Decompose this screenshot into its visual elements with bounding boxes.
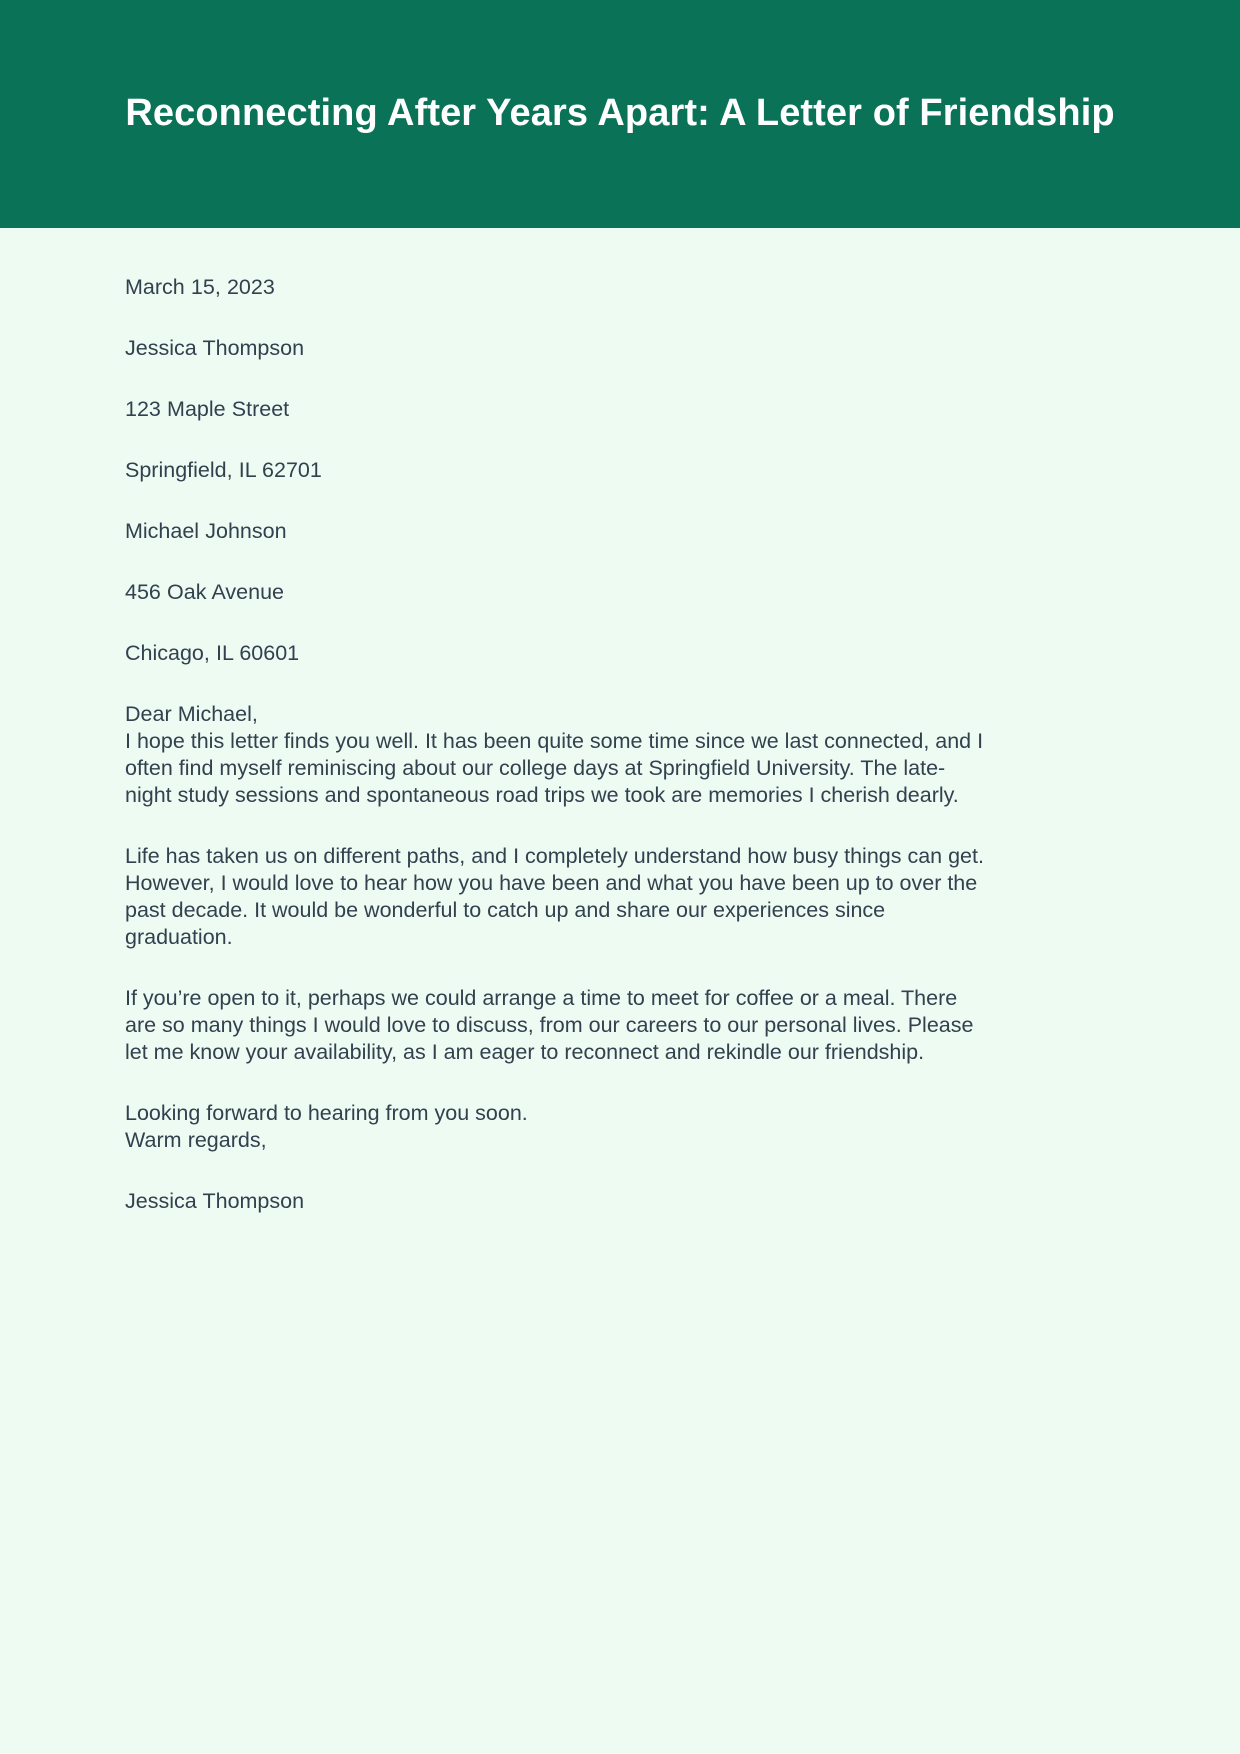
page-title: Reconnecting After Years Apart: A Letter of Friendship xyxy=(125,92,1115,135)
letter-content xyxy=(0,228,1240,1215)
salutation: Dear Michael, xyxy=(125,702,258,726)
letter-date: March 15, 2023 xyxy=(125,275,275,299)
signature-name: Jessica Thompson xyxy=(125,1189,305,1213)
letter-paragraphs xyxy=(125,728,990,1127)
letter-signoff-block xyxy=(125,1127,990,1215)
letter-paragraph: Looking forward to hearing from you soon. xyxy=(125,1101,528,1125)
recipient-city-state-zip: Chicago, IL 60601 xyxy=(125,641,300,665)
letter-paragraph: If you’re open to it, perhaps we could arrange a time to meet for coffee or a meal. There are so many things I would love to discuss, from our careers to our personal lives. Please let me know your availability, as I am eager to reconnect and rekindle our friendship. xyxy=(125,986,974,1064)
page-header-band xyxy=(0,0,1240,228)
sender-name: Jessica Thompson xyxy=(125,336,305,360)
letter-heading-block xyxy=(125,274,990,728)
sender-city-state-zip: Springfield, IL 62701 xyxy=(125,458,322,482)
letter-paragraph: I hope this letter finds you well. It has been quite some time since we last connected, and I often find myself reminiscing about our college days at Springfield University. The late-night study sessions and spontaneous road trips we took are memories I cherish dearly. xyxy=(125,729,984,807)
closing: Warm regards, xyxy=(125,1128,267,1152)
sender-street: 123 Maple Street xyxy=(125,397,290,421)
letter-paragraph: Life has taken us on different paths, and I completely understand how busy things can get. However, I would love to hear how you have been and what you have been up to over the past decade. It would be wonderful to catch up and share our experiences since graduation. xyxy=(125,844,984,949)
recipient-name: Michael Johnson xyxy=(125,519,287,543)
recipient-street: 456 Oak Avenue xyxy=(125,580,284,604)
